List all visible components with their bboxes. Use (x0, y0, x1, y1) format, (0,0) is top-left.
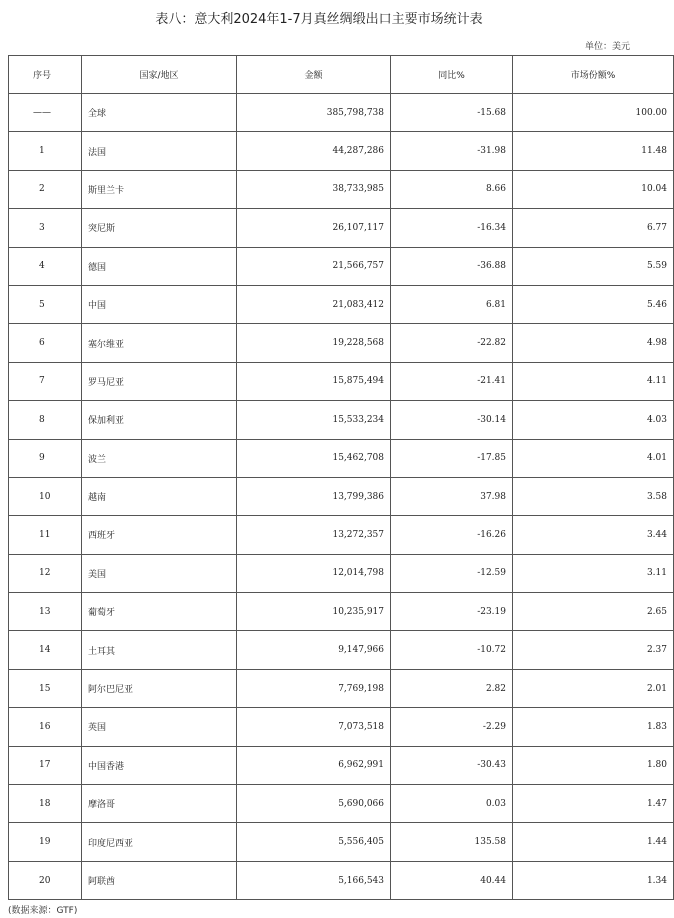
cell-country: 西班牙 (82, 516, 237, 554)
cell-amount: 13,799,386 (237, 477, 391, 515)
cell-country: 波兰 (82, 439, 237, 477)
cell-index: 20 (9, 861, 82, 899)
cell-share: 1.80 (513, 746, 674, 784)
cell-country: 阿尔巴尼亚 (82, 669, 237, 707)
table-row (9, 247, 674, 285)
column-header-share: 市场份额% (513, 56, 674, 94)
cell-share: 3.11 (513, 554, 674, 592)
cell-index: —— (9, 94, 82, 132)
cell-yoy: 40.44 (391, 861, 513, 899)
cell-share: 5.46 (513, 285, 674, 323)
cell-index: 8 (9, 401, 82, 439)
cell-amount: 9,147,966 (237, 631, 391, 669)
cell-yoy: -31.98 (391, 132, 513, 170)
cell-country: 土耳其 (82, 631, 237, 669)
cell-share: 4.98 (513, 324, 674, 362)
cell-yoy: -16.26 (391, 516, 513, 554)
cell-share: 11.48 (513, 132, 674, 170)
cell-index: 1 (9, 132, 82, 170)
table-row (9, 439, 674, 477)
cell-index: 7 (9, 362, 82, 400)
cell-country: 越南 (82, 477, 237, 515)
cell-yoy: -15.68 (391, 94, 513, 132)
cell-yoy: 6.81 (391, 285, 513, 323)
cell-country: 中国香港 (82, 746, 237, 784)
cell-index: 3 (9, 209, 82, 247)
cell-share: 1.83 (513, 708, 674, 746)
cell-share: 1.47 (513, 785, 674, 823)
cell-amount: 12,014,798 (237, 554, 391, 592)
cell-index: 18 (9, 785, 82, 823)
cell-share: 2.65 (513, 593, 674, 631)
data-source-note: (数据来源：GTF) (8, 906, 78, 916)
cell-yoy: -10.72 (391, 631, 513, 669)
cell-yoy: 135.58 (391, 823, 513, 861)
column-header-index: 序号 (9, 56, 82, 94)
cell-index: 11 (9, 516, 82, 554)
cell-amount: 6,962,991 (237, 746, 391, 784)
table-row (9, 554, 674, 592)
cell-index: 4 (9, 247, 82, 285)
table-row (9, 132, 674, 170)
column-header-yoy: 同比% (391, 56, 513, 94)
cell-share: 3.44 (513, 516, 674, 554)
table-row (9, 285, 674, 323)
cell-index: 10 (9, 477, 82, 515)
table-row (9, 362, 674, 400)
cell-amount: 7,073,518 (237, 708, 391, 746)
cell-amount: 15,875,494 (237, 362, 391, 400)
page-title: 表八：意大利2024年1-7月真丝绸缎出口主要市场统计表 (155, 12, 483, 27)
cell-amount: 385,798,738 (237, 94, 391, 132)
cell-country: 阿联酋 (82, 861, 237, 899)
cell-country: 葡萄牙 (82, 593, 237, 631)
cell-country: 英国 (82, 708, 237, 746)
table-body (9, 94, 674, 900)
cell-country: 斯里兰卡 (82, 170, 237, 208)
cell-country: 美国 (82, 554, 237, 592)
cell-share: 6.77 (513, 209, 674, 247)
cell-amount: 26,107,117 (237, 209, 391, 247)
cell-yoy: -2.29 (391, 708, 513, 746)
table-row (9, 324, 674, 362)
table-row (9, 209, 674, 247)
cell-share: 2.37 (513, 631, 674, 669)
table-row (9, 516, 674, 554)
cell-amount: 5,166,543 (237, 861, 391, 899)
cell-amount: 15,462,708 (237, 439, 391, 477)
cell-yoy: -12.59 (391, 554, 513, 592)
cell-amount: 38,733,985 (237, 170, 391, 208)
table-row (9, 170, 674, 208)
cell-country: 全球 (82, 94, 237, 132)
cell-yoy: -17.85 (391, 439, 513, 477)
column-header-country: 国家/地区 (82, 56, 237, 94)
cell-yoy: -21.41 (391, 362, 513, 400)
cell-amount: 5,690,066 (237, 785, 391, 823)
cell-country: 德国 (82, 247, 237, 285)
cell-index: 19 (9, 823, 82, 861)
cell-yoy: -16.34 (391, 209, 513, 247)
cell-share: 2.01 (513, 669, 674, 707)
unit-label: 单位：美元 (584, 42, 630, 52)
cell-country: 中国 (82, 285, 237, 323)
cell-country: 突尼斯 (82, 209, 237, 247)
cell-yoy: -30.14 (391, 401, 513, 439)
cell-share: 1.44 (513, 823, 674, 861)
cell-index: 17 (9, 746, 82, 784)
column-header-amount: 金额 (237, 56, 391, 94)
cell-share: 4.01 (513, 439, 674, 477)
table-row (9, 631, 674, 669)
cell-country: 罗马尼亚 (82, 362, 237, 400)
cell-share: 1.34 (513, 861, 674, 899)
cell-index: 15 (9, 669, 82, 707)
cell-country: 法国 (82, 132, 237, 170)
export-market-table (8, 55, 674, 900)
cell-yoy: -22.82 (391, 324, 513, 362)
cell-share: 100.00 (513, 94, 674, 132)
cell-yoy: -30.43 (391, 746, 513, 784)
cell-amount: 15,533,234 (237, 401, 391, 439)
cell-amount: 19,228,568 (237, 324, 391, 362)
cell-yoy: 0.03 (391, 785, 513, 823)
cell-amount: 21,083,412 (237, 285, 391, 323)
table-row (9, 94, 674, 132)
table-row (9, 746, 674, 784)
cell-yoy: 2.82 (391, 669, 513, 707)
cell-index: 12 (9, 554, 82, 592)
cell-country: 塞尔维亚 (82, 324, 237, 362)
table-row (9, 861, 674, 899)
table-row (9, 401, 674, 439)
cell-index: 16 (9, 708, 82, 746)
cell-yoy: -36.88 (391, 247, 513, 285)
cell-yoy: -23.19 (391, 593, 513, 631)
cell-share: 3.58 (513, 477, 674, 515)
table-header-row (9, 56, 674, 94)
cell-share: 4.03 (513, 401, 674, 439)
cell-index: 6 (9, 324, 82, 362)
cell-amount: 13,272,357 (237, 516, 391, 554)
cell-index: 13 (9, 593, 82, 631)
cell-amount: 7,769,198 (237, 669, 391, 707)
table-row (9, 708, 674, 746)
cell-amount: 44,287,286 (237, 132, 391, 170)
cell-index: 9 (9, 439, 82, 477)
cell-country: 保加利亚 (82, 401, 237, 439)
cell-country: 印度尼西亚 (82, 823, 237, 861)
cell-index: 14 (9, 631, 82, 669)
cell-share: 10.04 (513, 170, 674, 208)
cell-amount: 21,566,757 (237, 247, 391, 285)
table-row (9, 477, 674, 515)
cell-yoy: 8.66 (391, 170, 513, 208)
cell-index: 2 (9, 170, 82, 208)
cell-share: 5.59 (513, 247, 674, 285)
cell-amount: 10,235,917 (237, 593, 391, 631)
table-row (9, 669, 674, 707)
table-row (9, 593, 674, 631)
cell-index: 5 (9, 285, 82, 323)
cell-yoy: 37.98 (391, 477, 513, 515)
table-row (9, 785, 674, 823)
table-row (9, 823, 674, 861)
cell-country: 摩洛哥 (82, 785, 237, 823)
cell-amount: 5,556,405 (237, 823, 391, 861)
cell-share: 4.11 (513, 362, 674, 400)
